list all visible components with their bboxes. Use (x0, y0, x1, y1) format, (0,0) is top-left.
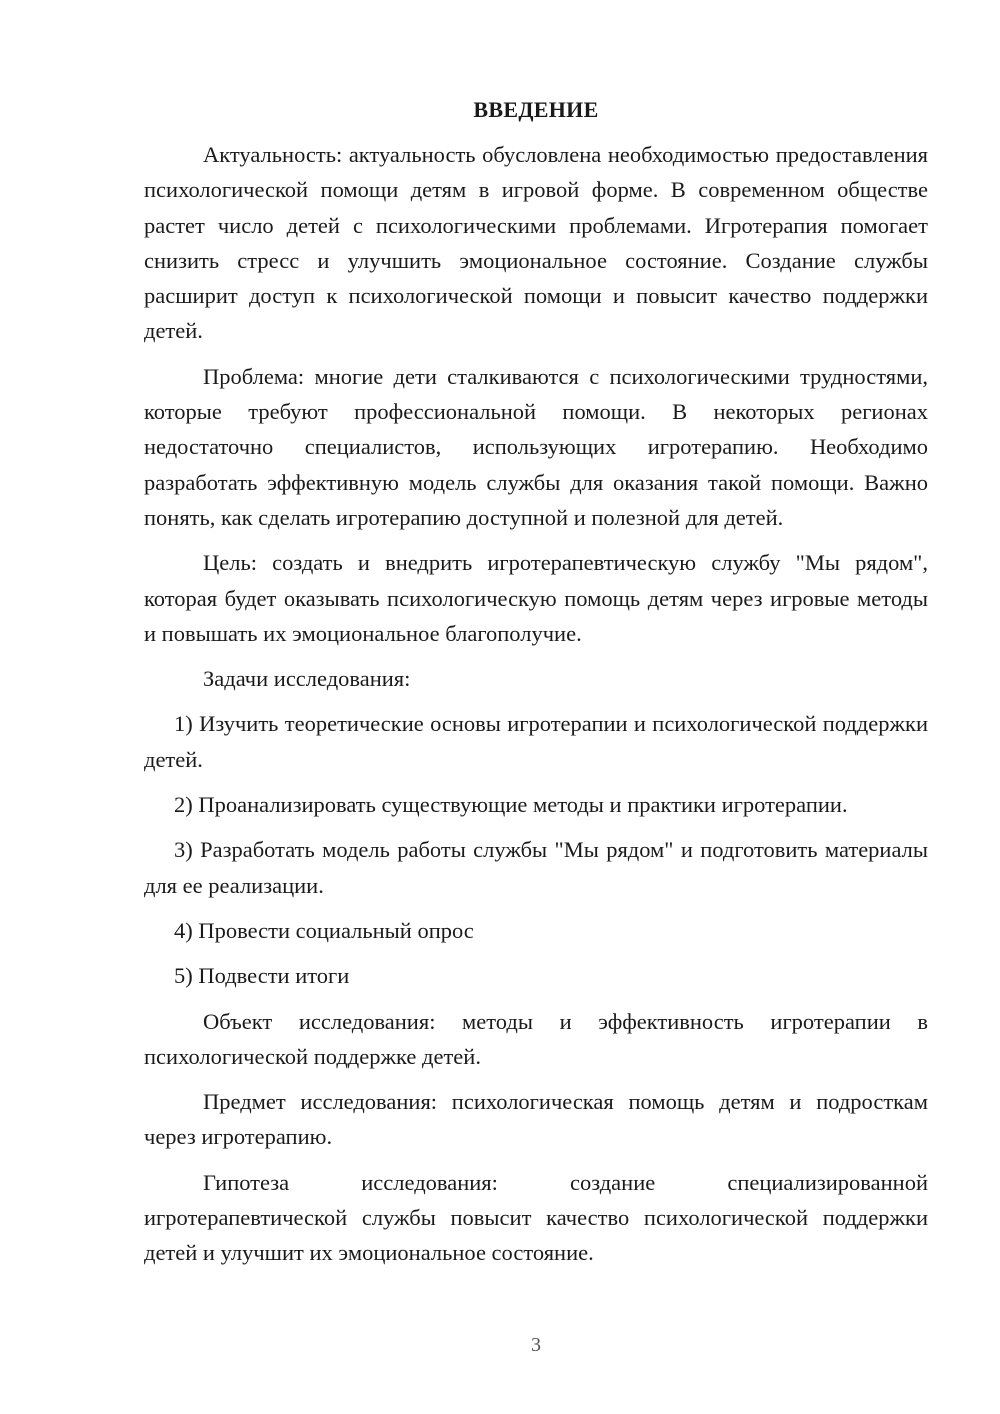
page-content (144, 92, 928, 1281)
paragraph-relevance: Актуальность: актуальность обусловлена необходимостью предоставления психологической помощи детям в игровой форме. В современном обществе растет число детей с психологическими проблемами. Игротерапия помогает снизить стресс и улучшить эмоциональное состояние. Создание службы расширит доступ к психологической помощи и повысит качество поддержки детей. (144, 142, 928, 344)
paragraph-subject: Предмет исследования: психологическая помощь детям и подросткам через игротерапию. (144, 1089, 928, 1150)
task-item-3: 3) Разработать модель работы службы "Мы рядом" и подготовить материалы для ее реализации. (144, 837, 928, 898)
paragraph-goal: Цель: создать и внедрить игротерапевтическую службу "Мы рядом", которая будет оказывать психологическую помощь детям через игровые методы и повышать их эмоциональное благополучие. (144, 550, 928, 646)
section-title: ВВЕДЕНИЕ (473, 97, 599, 122)
task-item-1: 1) Изучить теоретические основы игротерапии и психологической поддержки детей. (144, 711, 928, 772)
task-item-5: 5) Подвести итоги (174, 963, 350, 989)
paragraph-hypothesis: Гипотеза исследования: создание специализированной игротерапевтической службы повысит качество психологической поддержки детей и улучшит их эмоциональное состояние. (144, 1169, 928, 1266)
page-number: 3 (531, 1334, 541, 1356)
paragraph-tasks-heading: Задачи исследования: (203, 666, 411, 692)
task-item-2: 2) Проанализировать существующие методы и практики игротерапии. (174, 792, 848, 818)
paragraph-object: Объект исследования: методы и эффективность игротерапии в психологической поддержке детей. (144, 1008, 928, 1069)
paragraph-problem: Проблема: многие дети сталкиваются с психологическими трудностями, которые требуют профессиональной помощи. В некоторых регионах недостаточно специалистов, использующих игротерапию. Необходимо разработать эффективную модель службы для оказания такой помощи. Важно понять, как сделать игротерапию доступной и полезной для детей. (144, 363, 928, 530)
task-item-4: 4) Провести социальный опрос (174, 917, 474, 943)
